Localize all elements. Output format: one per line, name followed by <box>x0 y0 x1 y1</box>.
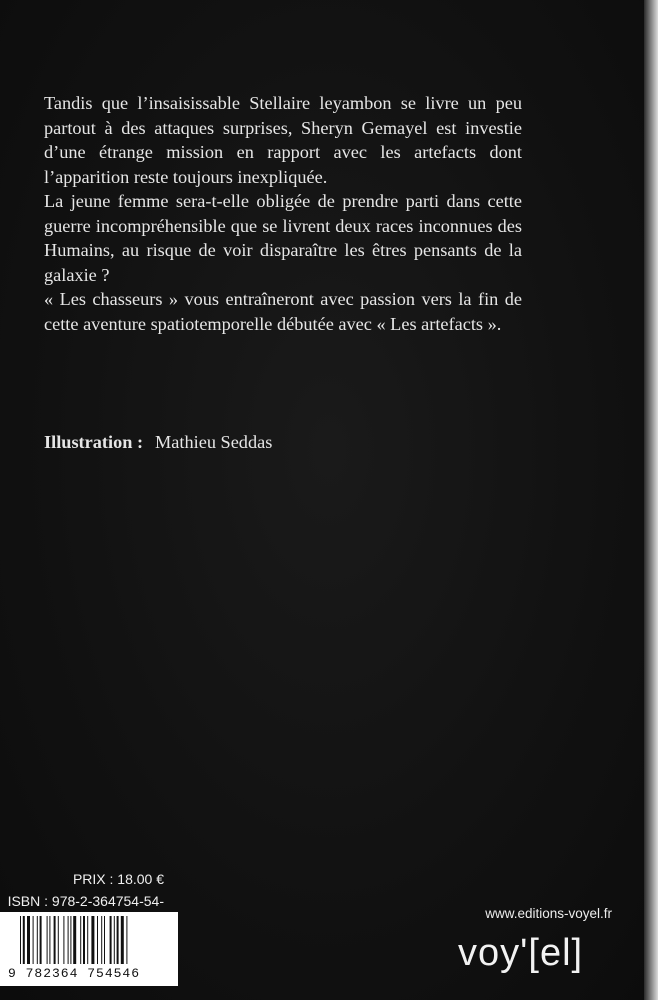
barcode-bar <box>63 916 64 964</box>
publisher-logo <box>458 928 608 974</box>
barcode-bar <box>87 916 88 964</box>
barcode-bar <box>126 916 127 964</box>
barcode-bar <box>104 916 105 964</box>
price-text: PRIX : 18.00 € <box>72 871 164 887</box>
barcode-bar <box>27 916 30 964</box>
barcode-digits: 9 782364 754546 <box>8 966 141 981</box>
website-link[interactable]: www.editions-voyel.fr <box>485 906 612 921</box>
synopsis <box>44 91 522 336</box>
barcode-bar <box>110 916 112 964</box>
barcode-bar <box>121 916 124 964</box>
barcode-bar <box>80 916 81 964</box>
barcode-bar <box>47 916 48 964</box>
barcode <box>0 912 178 986</box>
barcode-bar <box>117 916 119 964</box>
credit-label: Illustration : <box>44 432 144 452</box>
synopsis-paragraph-1: Tandis que l’insaisissable Stellaire leyambon se livre un peu partout à des attaques surprises, Sheryn Gemayel est investie d’une étrange mission en rapport avec les artefacts dont l’apparition reste toujours inexpliquée. <box>44 93 522 187</box>
barcode-bar <box>20 916 21 964</box>
barcode-bar <box>68 916 69 964</box>
barcode-bar <box>33 916 34 964</box>
barcode-bar <box>83 916 85 964</box>
barcode-bar <box>101 916 102 964</box>
barcode-bar <box>91 916 94 964</box>
synopsis-paragraph-2: La jeune femme sera-t-elle obligée de prendre parti dans cette guerre incompréhensible que se livrent deux races inconnues des Humains, au risque de voir disparaître les êtres pensants de la galaxie ? <box>44 191 522 285</box>
barcode-bar <box>37 916 38 964</box>
synopsis-paragraph-3: « Les chasseurs » vous entraîneront avec passion vers la fin de cette aventure spatiotemporelle débutée avec « Les artefacts ». <box>44 289 522 334</box>
credit-name: Mathieu Seddas <box>155 432 273 452</box>
publisher-logo-text: voy'[el] <box>458 932 584 974</box>
barcode-bar <box>73 916 76 964</box>
barcode-bar <box>114 916 115 964</box>
illustration-credit <box>44 430 272 454</box>
barcode-bars <box>20 916 166 966</box>
barcode-bar <box>49 916 50 964</box>
barcode-bar <box>23 916 25 964</box>
barcode-bar <box>54 916 56 964</box>
barcode-bar <box>40 916 42 964</box>
isbn-text: ISBN : 978-2-364754-54- <box>7 893 164 909</box>
barcode-bar <box>58 916 59 964</box>
barcode-bar <box>97 916 98 964</box>
barcode-bar <box>70 916 71 964</box>
